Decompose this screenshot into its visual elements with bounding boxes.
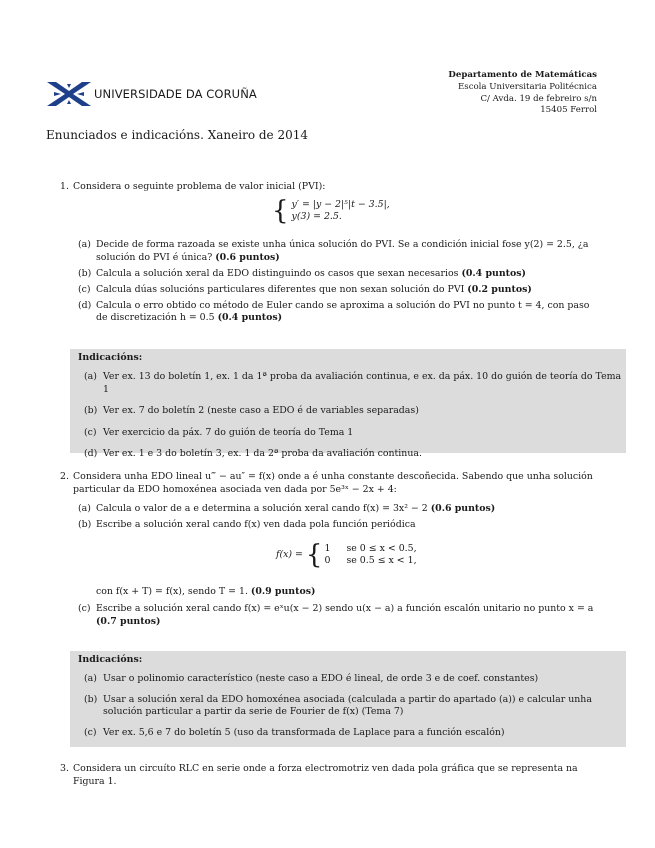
q2-item-a bbox=[78, 503, 598, 516]
piecewise-lhs: f(x) = bbox=[276, 548, 303, 560]
question-number: 3. bbox=[60, 763, 69, 774]
q2-piecewise-function bbox=[276, 542, 417, 568]
item-text: Escribe a solución xeral cando f(x) ven dada pola función periódica bbox=[96, 519, 416, 530]
hint-text: Usar o polinomio característico (neste caso a EDO é lineal, de orde 3 e de coef. constantes) bbox=[103, 673, 539, 684]
question-number: 2. bbox=[60, 471, 69, 482]
q2-hints-box bbox=[70, 651, 626, 747]
q1-hints-box bbox=[70, 349, 626, 459]
q2-item-c bbox=[78, 603, 598, 628]
item-points: (0.2 puntos) bbox=[467, 283, 532, 295]
hint-text: Ver exercicio da páx. 7 do guión de teoría do Tema 1 bbox=[103, 426, 354, 438]
q1-item-c bbox=[78, 284, 598, 297]
q1-equation-system bbox=[272, 198, 390, 224]
item-label: (b) bbox=[78, 519, 92, 530]
item-points: (0.4 puntos) bbox=[217, 312, 283, 323]
q1-hint-c bbox=[84, 427, 622, 440]
school-name: Escola Universitaria Politécnica bbox=[458, 81, 597, 92]
q1-equation-line-2: y(3) = 2.5. bbox=[291, 211, 342, 222]
question-1 bbox=[60, 181, 600, 194]
q1-item-d bbox=[78, 300, 598, 325]
item-label: (c) bbox=[78, 283, 91, 295]
item-points: (0.7 puntos) bbox=[96, 615, 161, 627]
q2-item-b bbox=[78, 519, 598, 532]
item-label: (a) bbox=[78, 503, 91, 514]
question-text: Considera un circuíto RLC en serie onde a forza electromotriz ven dada pola gráfica que se representa na Figura 1. bbox=[73, 763, 578, 787]
q2-items-cont bbox=[78, 603, 598, 632]
piece-condition-2: se 0.5 ≤ x < 1, bbox=[346, 555, 417, 566]
item-text: Calcula o erro obtido co método de Euler cando se aproxima a solución do PVI no punto t = 4, con paso de discretización h = 0.5 bbox=[96, 299, 590, 323]
hints-title: Indicacións: bbox=[78, 654, 143, 665]
item-label: (b) bbox=[78, 267, 92, 279]
item-points: (0.4 puntos) bbox=[461, 267, 526, 279]
q1-hints-list bbox=[84, 371, 622, 461]
hint-text: Ver ex. 1 e 3 do boletín 3, ex. 1 da 2ª proba da avaliación continua. bbox=[103, 448, 422, 459]
q1-hint-a bbox=[84, 371, 622, 396]
university-logo bbox=[46, 80, 257, 108]
question-number: 1. bbox=[60, 181, 69, 192]
hint-label: (a) bbox=[84, 371, 97, 382]
hints-title: Indicacións: bbox=[78, 352, 143, 363]
q1-item-b bbox=[78, 268, 598, 281]
postal-line: 15405 Ferrol bbox=[540, 105, 597, 116]
question-2 bbox=[60, 471, 600, 496]
university-name: UNIVERSIDADE DA CORUÑA bbox=[94, 87, 257, 101]
hint-label: (c) bbox=[84, 726, 97, 738]
item-text: Calcula a solución xeral da EDO distinguindo os casos que sexan necesarios bbox=[96, 267, 459, 279]
hint-text: Ver ex. 7 do boletín 2 (neste caso a EDO é de variables separadas) bbox=[103, 405, 419, 416]
page-subtitle: Enunciados e indicacións. Xaneiro de 2014 bbox=[46, 128, 308, 142]
item-text: Decide de forma razoada se existe unha única solución do PVI. Se a condición inicial fose y(2) = 2.5, ¿a solución do PVI é única? bbox=[96, 239, 589, 263]
q2-periodic-condition bbox=[96, 586, 315, 599]
q2-hint-c bbox=[84, 727, 622, 740]
department-block bbox=[448, 70, 597, 117]
left-brace-icon: { bbox=[272, 196, 289, 226]
item-text: Calcula dúas solucións particulares diferentes que non sexan solución do PVI bbox=[96, 283, 465, 295]
q1-item-a bbox=[78, 239, 598, 264]
q1-items bbox=[78, 239, 598, 328]
q2-hint-b bbox=[84, 694, 622, 719]
hint-label: (b) bbox=[84, 693, 98, 705]
item-label: (d) bbox=[78, 299, 92, 311]
hint-label: (a) bbox=[84, 673, 97, 684]
hint-label: (b) bbox=[84, 405, 98, 416]
hint-label: (d) bbox=[84, 448, 98, 459]
hint-text: Ver ex. 13 do boletín 1, ex. 1 da 1ª proba da avaliación continua, e ex. da páx. 10 do guión de teoría do Tema 1 bbox=[103, 371, 622, 395]
q2-hints-list bbox=[84, 673, 622, 739]
q2-hint-a bbox=[84, 673, 622, 686]
department-name: Departamento de Matemáticas bbox=[448, 70, 597, 80]
university-emblem-icon bbox=[46, 81, 92, 107]
item-label: (c) bbox=[78, 603, 91, 614]
item-text: Calcula o valor de a e determina a solución xeral cando f(x) = 3x² − 2 bbox=[96, 503, 428, 514]
periodic-text: con f(x + T) = f(x), sendo T = 1. bbox=[96, 586, 248, 597]
question-intro: Considera o seguinte problema de valor inicial (PVI): bbox=[73, 181, 326, 192]
hint-label: (c) bbox=[84, 426, 97, 438]
periodic-points: (0.9 puntos) bbox=[250, 586, 316, 597]
q1-hint-b bbox=[84, 405, 622, 418]
left-brace-icon: { bbox=[305, 540, 323, 570]
hint-text: Ver ex. 5,6 e 7 do boletín 5 (uso da transformada de Laplace para a función escalón) bbox=[103, 726, 505, 738]
piece-value-2: 0 bbox=[324, 555, 331, 566]
question-3 bbox=[60, 763, 600, 788]
q1-equation-line-1: y′ = |y − 2|⁵|t − 3.5|, bbox=[291, 198, 390, 210]
item-label: (a) bbox=[78, 239, 91, 250]
q1-hint-d bbox=[84, 448, 622, 461]
piece-value-1: 1 bbox=[324, 542, 331, 554]
question-intro: Considera unha EDO lineal u‴ − au″ = f(x) onde a é unha constante descoñecida. Sabendo que unha solución particular da EDO homoxénea asociada ven dada por 5e³ˣ − 2x + 4: bbox=[73, 471, 593, 495]
address-line: C/ Avda. 19 de febreiro s/n bbox=[480, 93, 597, 104]
hint-text: Usar a solución xeral da EDO homoxénea asociada (calculada a partir do apartado (a)) e calcular unha solución particular a partir da serie de Fourier de f(x) (Tema 7) bbox=[103, 693, 592, 717]
item-text: Escribe a solución xeral cando f(x) = eˣu(x − 2) sendo u(x − a) a función escalón unitario no punto x = a bbox=[96, 603, 594, 614]
piece-condition-1: se 0 ≤ x < 0.5, bbox=[346, 542, 417, 554]
item-points: (0.6 puntos) bbox=[215, 251, 280, 263]
q2-items bbox=[78, 503, 598, 535]
item-points: (0.6 puntos) bbox=[430, 503, 496, 514]
